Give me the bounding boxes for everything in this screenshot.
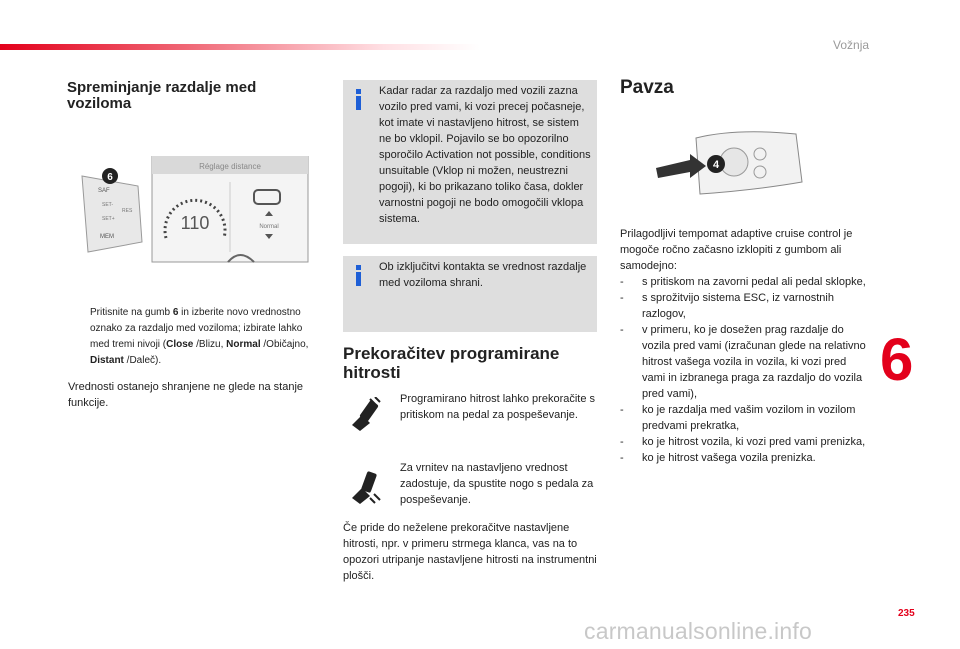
screen-title: Réglage distance — [199, 162, 261, 171]
section-heading-distance: Spreminjanje razdalje med voziloma — [67, 79, 257, 112]
accelerator-release-icon — [348, 470, 382, 504]
distance-setting-figure — [78, 156, 310, 264]
list-item: - ko je hitrost vozila, ki vozi pred vami prenizka, — [620, 436, 866, 448]
list-item: - v primeru, ko je dosežen prag razdalje do vozila pred vami (izračunan glede na relativno hitrost vašega vozila in vozila, ki vozi pred vami in izbranega praga za razdaljo do vozila pred vami), — [620, 324, 866, 400]
callout-number: 4 — [712, 159, 720, 171]
section-heading-pause: Pavza — [620, 77, 674, 98]
level-distant: Distant — [90, 355, 124, 366]
info-icon — [354, 89, 364, 110]
page-number: 235 — [898, 608, 915, 619]
stalk-label: SET- — [102, 202, 114, 208]
pedal-text-press: Programirano hitrost lahko prekoračite s pritiskom na pedal za pospeševanje. — [400, 393, 596, 421]
button-ref: 6 — [172, 307, 179, 318]
info-icon — [354, 265, 364, 286]
stalk-label: MEM — [100, 234, 114, 240]
accelerator-press-icon — [348, 397, 382, 431]
paragraph-values-stored: Vrednosti ostanejo shranjene ne glede na stanje funkcije. — [68, 381, 304, 409]
level-label: Normal — [259, 224, 279, 230]
bullet-text: Pritisnite na gumb — [90, 307, 173, 318]
list-item: - ko je razdalja med vašim vozilom in vozilom predvami prekratka, — [620, 404, 856, 432]
stalk-label: SET+ — [102, 216, 115, 222]
level-close: Close — [166, 339, 194, 350]
instruction-bullet — [68, 305, 324, 369]
stalk-label: SAF — [98, 188, 110, 194]
stalk-body — [82, 176, 142, 252]
list-item: - s sprožitvijo sistema ESC, iz varnostnih razlogov, — [620, 292, 834, 320]
paragraph-overspeed-warning: Če pride do neželene prekoračitve nastavljene hitrosti, npr. v primeru strmega klanca, vas na to opozori utripanje nastavljene hitrosti na instrumentni plošči. — [343, 522, 597, 582]
pedal-text-release: Za vrnitev na nastavljeno vrednost zadostuje, da spustite nogo s pedala za pospeševanje. — [400, 462, 594, 506]
chapter-title: Vožnja — [833, 38, 870, 52]
info-note-ignition — [343, 256, 597, 332]
note-text: Ob izključitvi kontakta se vrednost razdalje med voziloma shrani. — [379, 261, 587, 289]
bullet-text: /Daleč). — [123, 355, 162, 366]
level-normal: Normal — [226, 339, 261, 350]
list-item: - ko je hitrost vašega vozila prenizka. — [620, 452, 816, 464]
pause-conditions-list — [620, 274, 866, 466]
bullet-text: /Blizu, — [193, 339, 227, 350]
bullet-text: in izberite novo vrednostno oznako za razdaljo med voziloma; izbirate lahko med tremi nivoji ( — [90, 307, 303, 350]
stalk-label: RES — [122, 208, 133, 214]
pause-button-figure — [656, 124, 806, 200]
paragraph-pause-intro: Prilagodljivi tempomat adaptive cruise control je mogoče ročno začasno izklopiti z gumbom ali samodejno: — [620, 228, 853, 272]
note-text: Kadar radar za razdaljo med vozili zazna vozilo pred vami, ki vozi precej počasneje, kot imate vi nastavljeno hitrost, se sistem ne bo vklopil. Pojavilo se bo opozorilno sporočilo Activation not possible, conditions unsuitable (Vklop ni možen, neustrezni pogoji), ki bo prikazano toliko časa, dokler varnostni pogoji ne bodo omogočili vklopa sistema. — [379, 85, 591, 225]
header-accent-bar — [0, 44, 480, 50]
info-note-radar — [343, 80, 597, 244]
bullet-text: /Običajno, — [260, 339, 309, 350]
callout-number: 6 — [107, 172, 113, 183]
gauge-value: 110 — [180, 213, 210, 233]
section-heading-overspeed: Prekoračitev programirane hitrosti — [343, 344, 560, 382]
chapter-number: 6 — [880, 326, 914, 393]
list-item: - s pritiskom na zavorni pedal ali pedal sklopke, — [620, 276, 866, 288]
watermark: carmanualsonline.info — [584, 618, 812, 644]
